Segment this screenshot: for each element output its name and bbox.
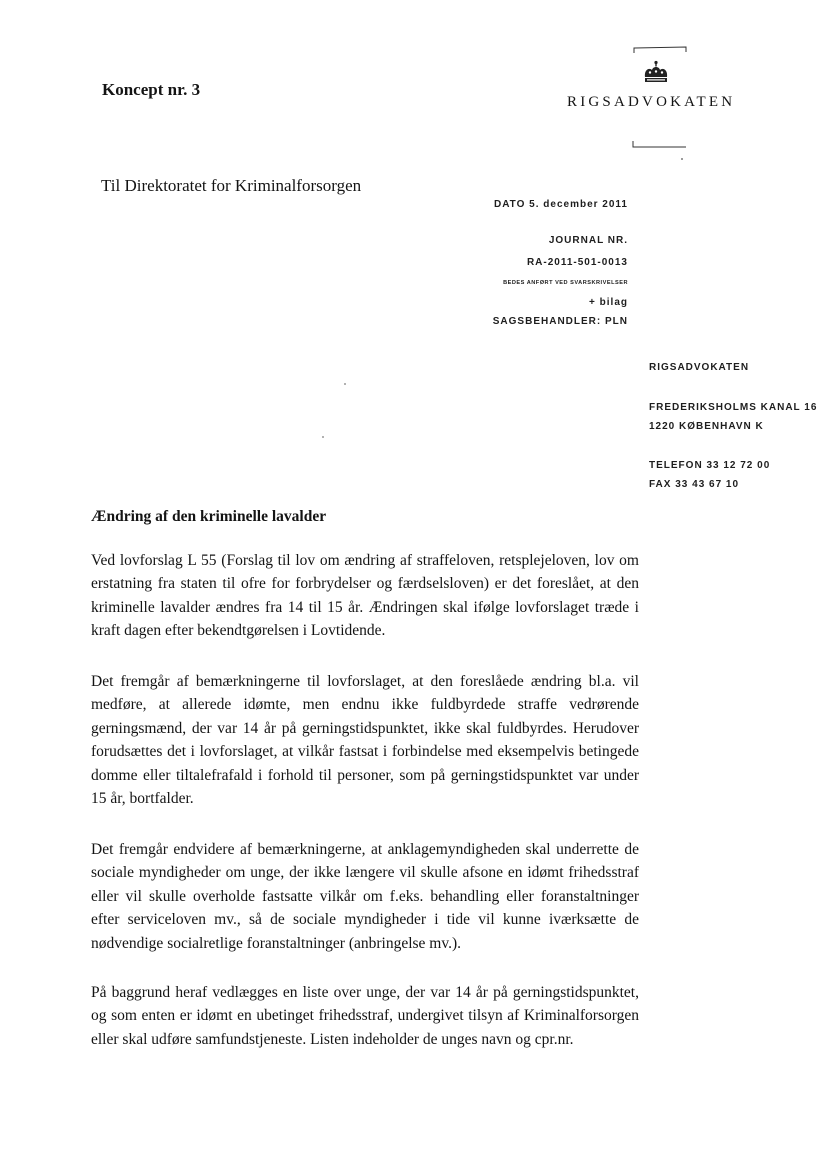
scan-speck xyxy=(344,383,346,385)
header-rule-decoration-bottom xyxy=(632,140,688,164)
sender-phone: TELEFON 33 12 72 00 xyxy=(649,460,771,471)
sender-fax: FAX 33 43 67 10 xyxy=(649,479,740,490)
crown-icon xyxy=(642,60,670,86)
sender-city: 1220 KØBENHAVN K xyxy=(649,421,764,432)
sender-street: FREDERIKSHOLMS KANAL 16 xyxy=(649,402,818,413)
org-name: RIGSADVOKATEN xyxy=(567,94,736,110)
scan-speck xyxy=(322,436,324,438)
body-paragraph: Det fremgår af bemærkningerne til lovforslaget, at den foreslåede ændring bl.a. vil medføre, at allerede idømte, men endnu ikke fuldbyrdede straffe vedrørende gerningsmænd, der var 14 år på gerningstidspunktet, ikke skal fuldbyrdes. Herudover forudsættes det i lovforslaget, at vilkår fastsat i forbindelse med eksempelvis betingede domme eller tiltalefrafald i forhold til personer, som på gerningstidspunktet var under 15 år, bortfalder. xyxy=(91,673,639,808)
subject-heading: Ændring af den kriminelle lavalder xyxy=(91,508,327,525)
header-rule-decoration xyxy=(632,45,688,55)
reference-note: BEDES ANFØRT VED SVARSKRIVELSER xyxy=(503,280,628,286)
concept-label: Koncept nr. 3 xyxy=(102,80,201,99)
body-paragraph: Det fremgår endvidere af bemærkningerne, at anklagemyndigheden skal underrette de sociale myndigheder om unge, der ikke længere vil skulle afsone en idømt frihedsstraf eller vil skulle overholde fastsatte vilkår om f.eks. behandling eller foranstaltninger efter serviceloven mv., så de sociale myndigheder i tide vil kunne iværksætte de nødvendige socialretlige foranstaltninger (anbringelse mv.). xyxy=(91,841,639,952)
journal-label: JOURNAL NR. xyxy=(548,235,628,246)
attachment: + bilag xyxy=(589,297,628,308)
body-paragraph: På baggrund heraf vedlægges en liste over unge, der var 14 år på gerningstidspunktet, og som enten er idømt en ubetinget frihedsstraf, undergivet tilsyn af Kriminalforsorgen eller skal udføre samfundstjeneste. Listen indeholder de unges navn og cpr.nr. xyxy=(91,984,639,1048)
journal-number: RA-2011-501-0013 xyxy=(526,257,628,268)
body-paragraph: Ved lovforslag L 55 (Forslag til lov om ændring af straffeloven, retsplejeloven, lov om erstatning fra staten til ofre for forbrydelser og færdselsloven) er det foreslået, at den kriminelle lavalder ændres fra 14 til 15 år. Ændringen skal ifølge lovforslaget træde i kraft dagen efter bekendtgørelsen i Lovtidende. xyxy=(91,552,639,640)
recipient: Til Direktoratet for Kriminalforsorgen xyxy=(101,176,362,195)
sender-name: RIGSADVOKATEN xyxy=(649,362,750,373)
case-handler: SAGSBEHANDLER: PLN xyxy=(492,316,628,327)
date: DATO 5. december 2011 xyxy=(493,199,628,210)
